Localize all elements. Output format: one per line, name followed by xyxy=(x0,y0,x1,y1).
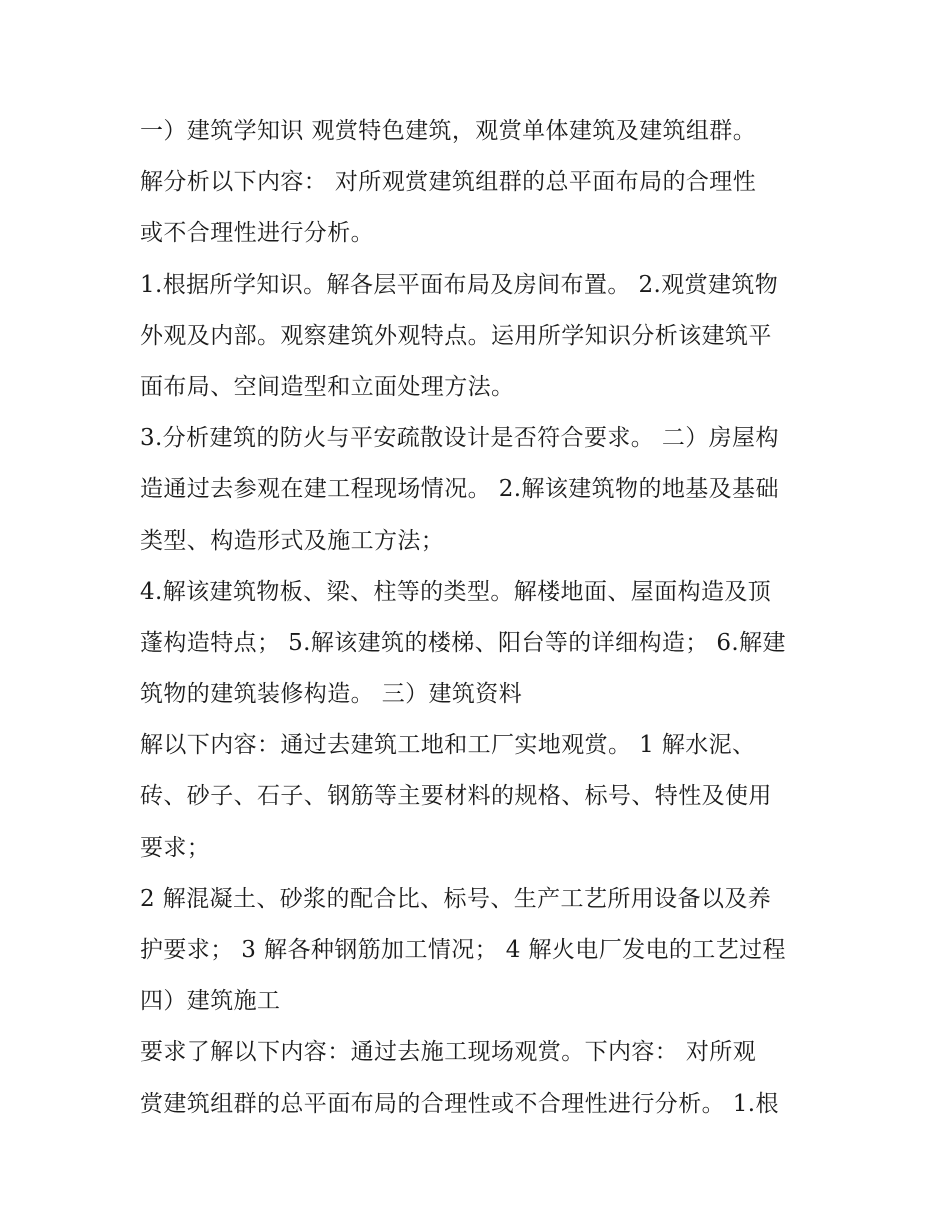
text-line: 2 解混凝土、砂浆的配合比、标号、生产工艺所用设备以及养 xyxy=(140,885,772,912)
document-body xyxy=(140,106,820,1130)
text-line: 一）建筑学知识 观赏特色建筑，观赏单体建筑及建筑组群。 xyxy=(140,118,757,144)
text-line: 护要求； 3 解各种钢筋加工情况； 4 解火电厂发电的工艺过程 xyxy=(140,937,786,963)
text-line: 或不合理性进行分析。 xyxy=(140,220,374,247)
text-line: 1.根据所学知识。解各层平面布局及房间布置。 2.观赏建筑物 xyxy=(140,271,779,298)
text-line: 赏建筑组群的总平面布局的合理性或不合理性进行分析。 1.根 xyxy=(140,1090,779,1117)
text-line: 蓬构造特点； 5.解该建筑的楼梯、阳台等的详细构造； 6.解建 xyxy=(140,629,786,656)
text-line: 类型、构造形式及施工方法； xyxy=(140,527,445,554)
text-line: 4.解该建筑物板、梁、柱等的类型。解楼地面、屋面构造及顶 xyxy=(140,578,772,605)
text-line: 3.分析建筑的防火与平安疏散设计是否符合要求。 二）房屋构 xyxy=(140,425,779,452)
text-line: 外观及内部。观察建筑外观特点。运用所学知识分析该建筑平 xyxy=(140,322,772,349)
text-line: 砖、砂子、石子、钢筋等主要材料的规格、标号、特性及使用 xyxy=(140,783,772,810)
text-line: 筑物的建筑装修构造。 三）建筑资料 xyxy=(140,681,523,708)
text-line: 要求； xyxy=(140,834,211,861)
text-line: 四）建筑施工 xyxy=(140,988,281,1015)
text-line: 要求了解以下内容：通过去施工现场观赏。下内容： 对所观 xyxy=(140,1039,757,1066)
text-line: 造通过去参观在建工程现场情况。 2.解该建筑物的地基及基础 xyxy=(140,476,779,503)
text-line: 解分析以下内容： 对所观赏建筑组群的总平面布局的合理性 xyxy=(140,169,757,196)
text-line: 面布局、空间造型和立面处理方法。 xyxy=(140,373,515,400)
text-line: 解以下内容：通过去建筑工地和工厂实地观赏。 1 解水泥、 xyxy=(140,732,756,759)
